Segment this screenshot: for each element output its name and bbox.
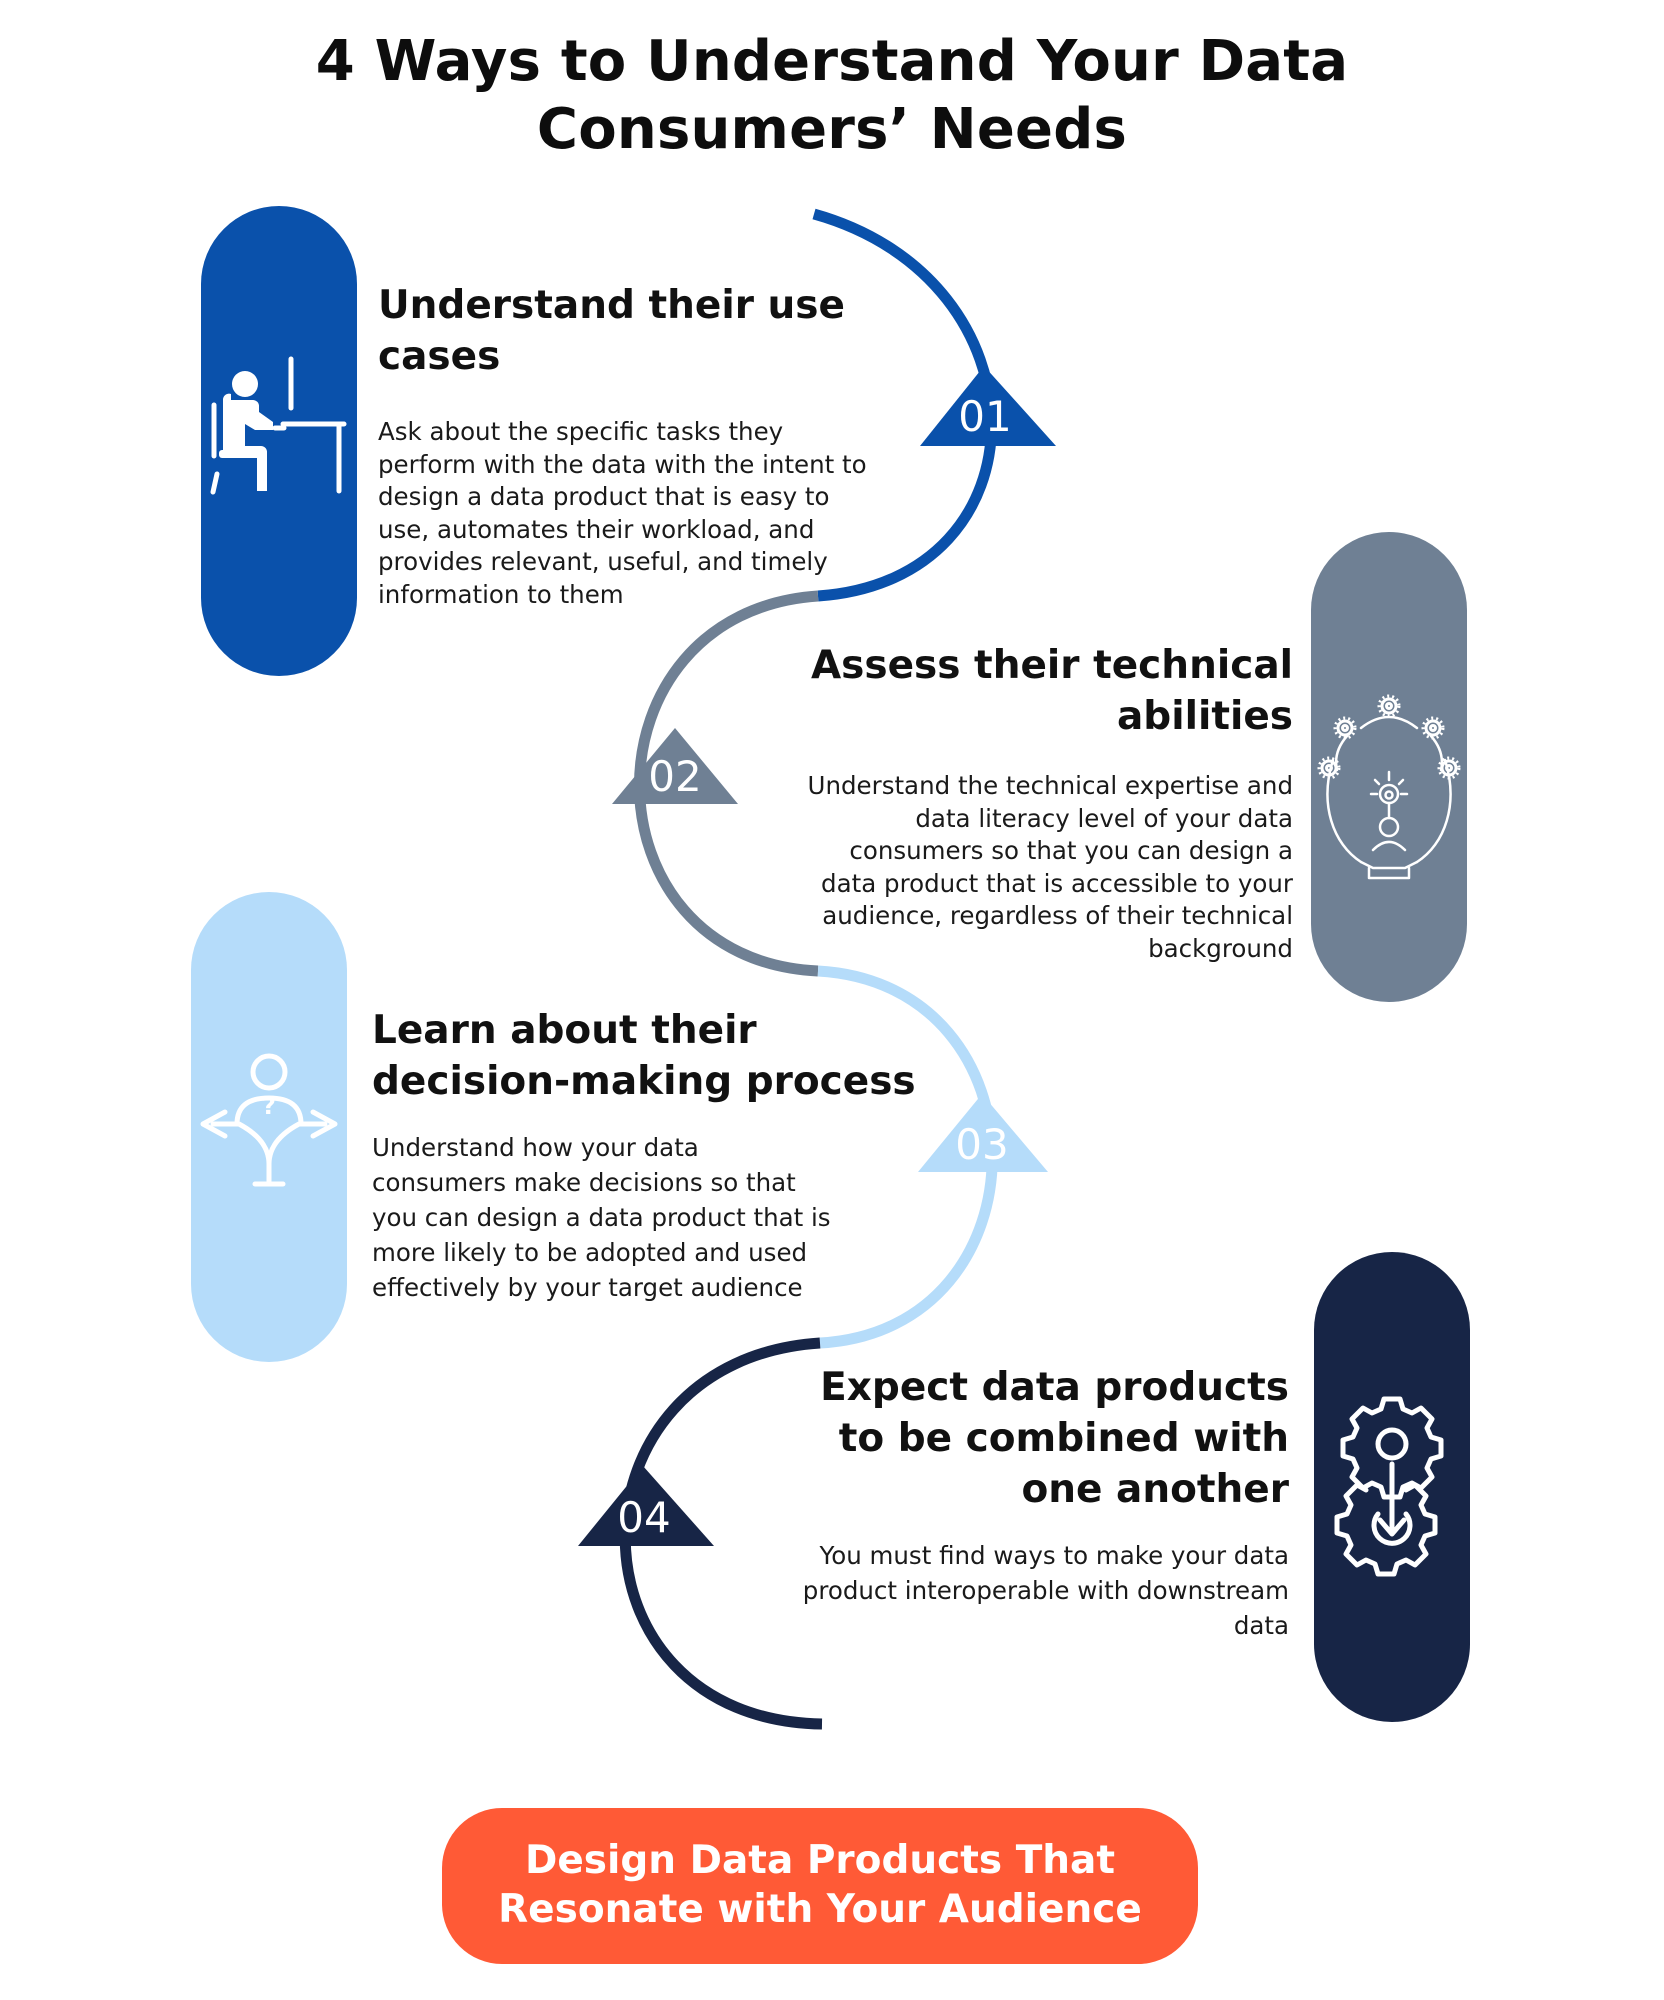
person-at-computer-desk-icon <box>201 206 357 676</box>
step-02-description <box>760 770 1293 965</box>
step-02-heading <box>780 640 1293 742</box>
step-04-body-line-1: You must find ways to make your data <box>819 1541 1289 1570</box>
call-to-action-banner <box>442 1808 1198 1964</box>
step-01-heading-line-2: cases <box>378 334 501 379</box>
step-04-heading-line-3: one another <box>1021 1467 1289 1512</box>
title-line-1: 4 Ways to Understand Your Data <box>315 29 1349 94</box>
person-decision-arrows-icon <box>191 892 347 1362</box>
step-03-body-line-1: Understand how your data <box>372 1133 699 1162</box>
step-03-body-line-5: effectively by your target audience <box>372 1273 803 1302</box>
step-01-heading <box>378 280 845 382</box>
cta-line-2: Resonate with Your Audience <box>498 1887 1142 1932</box>
step-03-description <box>372 1130 831 1305</box>
step-03-heading <box>372 1005 916 1107</box>
step-02-body-line-1: Understand the technical expertise and <box>807 771 1293 800</box>
step-marker-02 <box>612 728 738 804</box>
step-01-icon-pill <box>201 206 357 676</box>
step-02-body-line-2: data literacy level of your data <box>915 803 1293 833</box>
step-01-description <box>378 416 867 611</box>
step-03-heading-line-1: Learn about their <box>372 1008 757 1053</box>
marker-number-03: 03 <box>955 1120 1009 1169</box>
step-02-body-line-6: background <box>1148 933 1293 963</box>
step-01-body-line-3: design a data product that is easy to <box>378 482 830 511</box>
step-03-icon-pill <box>191 892 347 1362</box>
step-01-body-line-1: Ask about the specific tasks they <box>378 417 784 446</box>
step-04-body-line-2: product interoperable with downstream <box>802 1576 1289 1605</box>
step-04-description <box>740 1538 1289 1643</box>
step-04-heading-line-2: to be combined with <box>838 1416 1289 1461</box>
marker-number-04: 04 <box>617 1493 671 1542</box>
cta-line-1: Design Data Products That <box>524 1838 1116 1883</box>
step-03-body-line-2: consumers make decisions so that <box>372 1168 796 1197</box>
step-01-body-line-5: provides relevant, useful, and timely <box>378 547 828 576</box>
two-gears-arrow-icon <box>1314 1252 1470 1722</box>
step-03-body-line-4: more likely to be adopted and used <box>372 1238 808 1267</box>
step-04-heading <box>780 1362 1289 1515</box>
step-02-body-line-4: data product that is accessible to your <box>821 868 1293 898</box>
step-01-body-line-4: use, automates their workload, and <box>378 514 815 544</box>
step-02-body-line-3: consumers so that you can design a <box>849 836 1293 865</box>
step-marker-01 <box>920 366 1056 446</box>
step-04-heading-line-1: Expect data products <box>820 1365 1289 1410</box>
step-02-body-line-5: audience, regardless of their technical <box>822 901 1293 930</box>
step-02-heading-line-2: abilities <box>1116 694 1293 739</box>
step-01-body-line-2: perform with the data with the intent to <box>378 449 867 479</box>
hands-holding-gears-icon <box>1311 532 1467 1002</box>
step-04-body-line-3: data <box>1233 1611 1289 1640</box>
step-03-heading-line-2: decision-making process <box>372 1059 916 1104</box>
step-02-heading-line-1: Assess their technical <box>810 643 1293 688</box>
question-mark-glyph: ? <box>262 1092 276 1120</box>
step-04-icon-pill <box>1314 1252 1470 1722</box>
marker-number-02: 02 <box>648 752 702 801</box>
step-02-icon-pill <box>1311 532 1467 1002</box>
step-01-body-line-6: information to them <box>378 579 624 609</box>
step-01-heading-line-1: Understand their use <box>378 283 845 328</box>
step-marker-04 <box>578 1466 714 1546</box>
step-03-body-line-3: you can design a data product that is <box>372 1203 831 1232</box>
step-marker-03 <box>918 1094 1048 1172</box>
marker-number-01: 01 <box>958 392 1012 441</box>
title-line-2: Consumers’ Needs <box>536 97 1128 162</box>
